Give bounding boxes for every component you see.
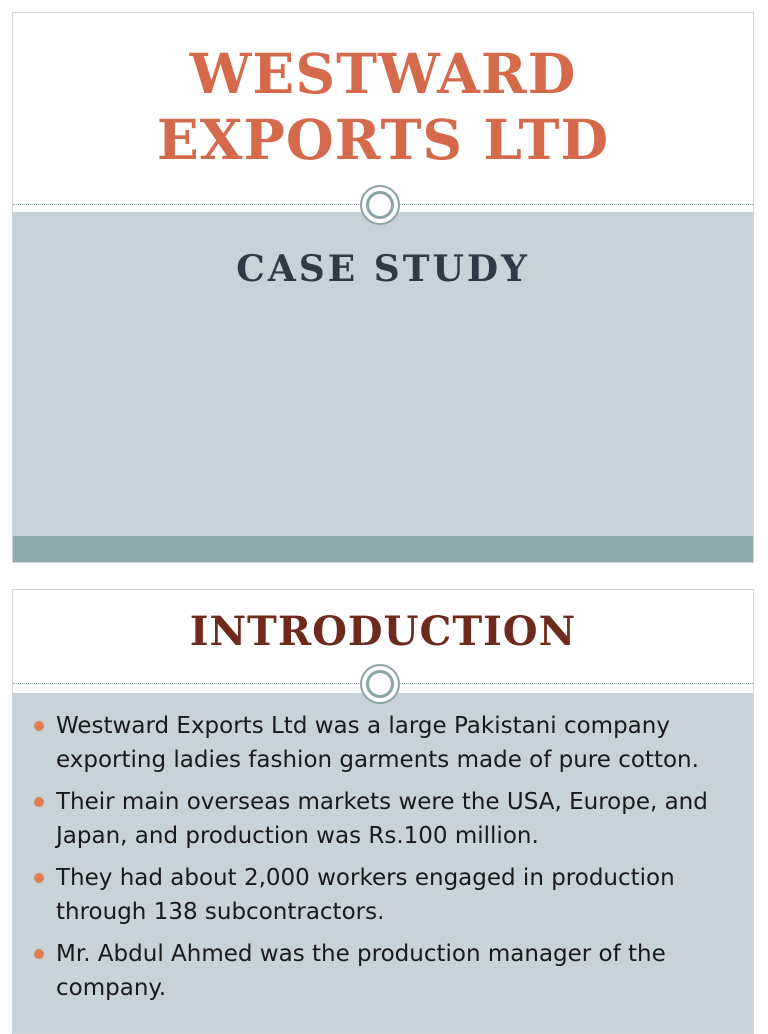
introduction-slide bbox=[12, 589, 754, 1034]
slide-body bbox=[13, 212, 753, 537]
list-item bbox=[56, 785, 723, 853]
list-item bbox=[56, 937, 723, 1005]
title-area bbox=[13, 13, 753, 206]
slide-title-line-2: EXPORTS LTD bbox=[156, 107, 610, 172]
title-slide bbox=[12, 12, 754, 563]
circle-ornament-icon bbox=[360, 185, 400, 225]
slide-title-line-1: WESTWARD bbox=[189, 41, 577, 106]
list-item bbox=[56, 709, 723, 777]
list-item bbox=[56, 861, 723, 929]
bullet-icon bbox=[34, 873, 44, 883]
slide-title: INTRODUCTION bbox=[189, 608, 577, 655]
list-item-text: Their main overseas markets were the USA, Europe, and Japan, and production was Rs.100 million. bbox=[56, 789, 708, 849]
bullet-icon bbox=[34, 721, 44, 731]
list-item-text: Westward Exports Ltd was a large Pakistani company exporting ladies fashion garments made of pure cotton. bbox=[56, 713, 699, 773]
slide-subtitle: CASE STUDY bbox=[236, 248, 530, 290]
bullet-icon bbox=[34, 949, 44, 959]
bullet-list bbox=[13, 693, 753, 1005]
slide-title bbox=[13, 13, 753, 173]
circle-ornament-icon bbox=[360, 664, 400, 704]
list-item-text: Mr. Abdul Ahmed was the production manager of the company. bbox=[56, 941, 666, 1001]
list-item-text: They had about 2,000 workers engaged in production through 138 subcontractors. bbox=[56, 865, 675, 925]
bottom-band bbox=[13, 536, 753, 562]
bullet-icon bbox=[34, 797, 44, 807]
slide-body bbox=[13, 693, 753, 1033]
